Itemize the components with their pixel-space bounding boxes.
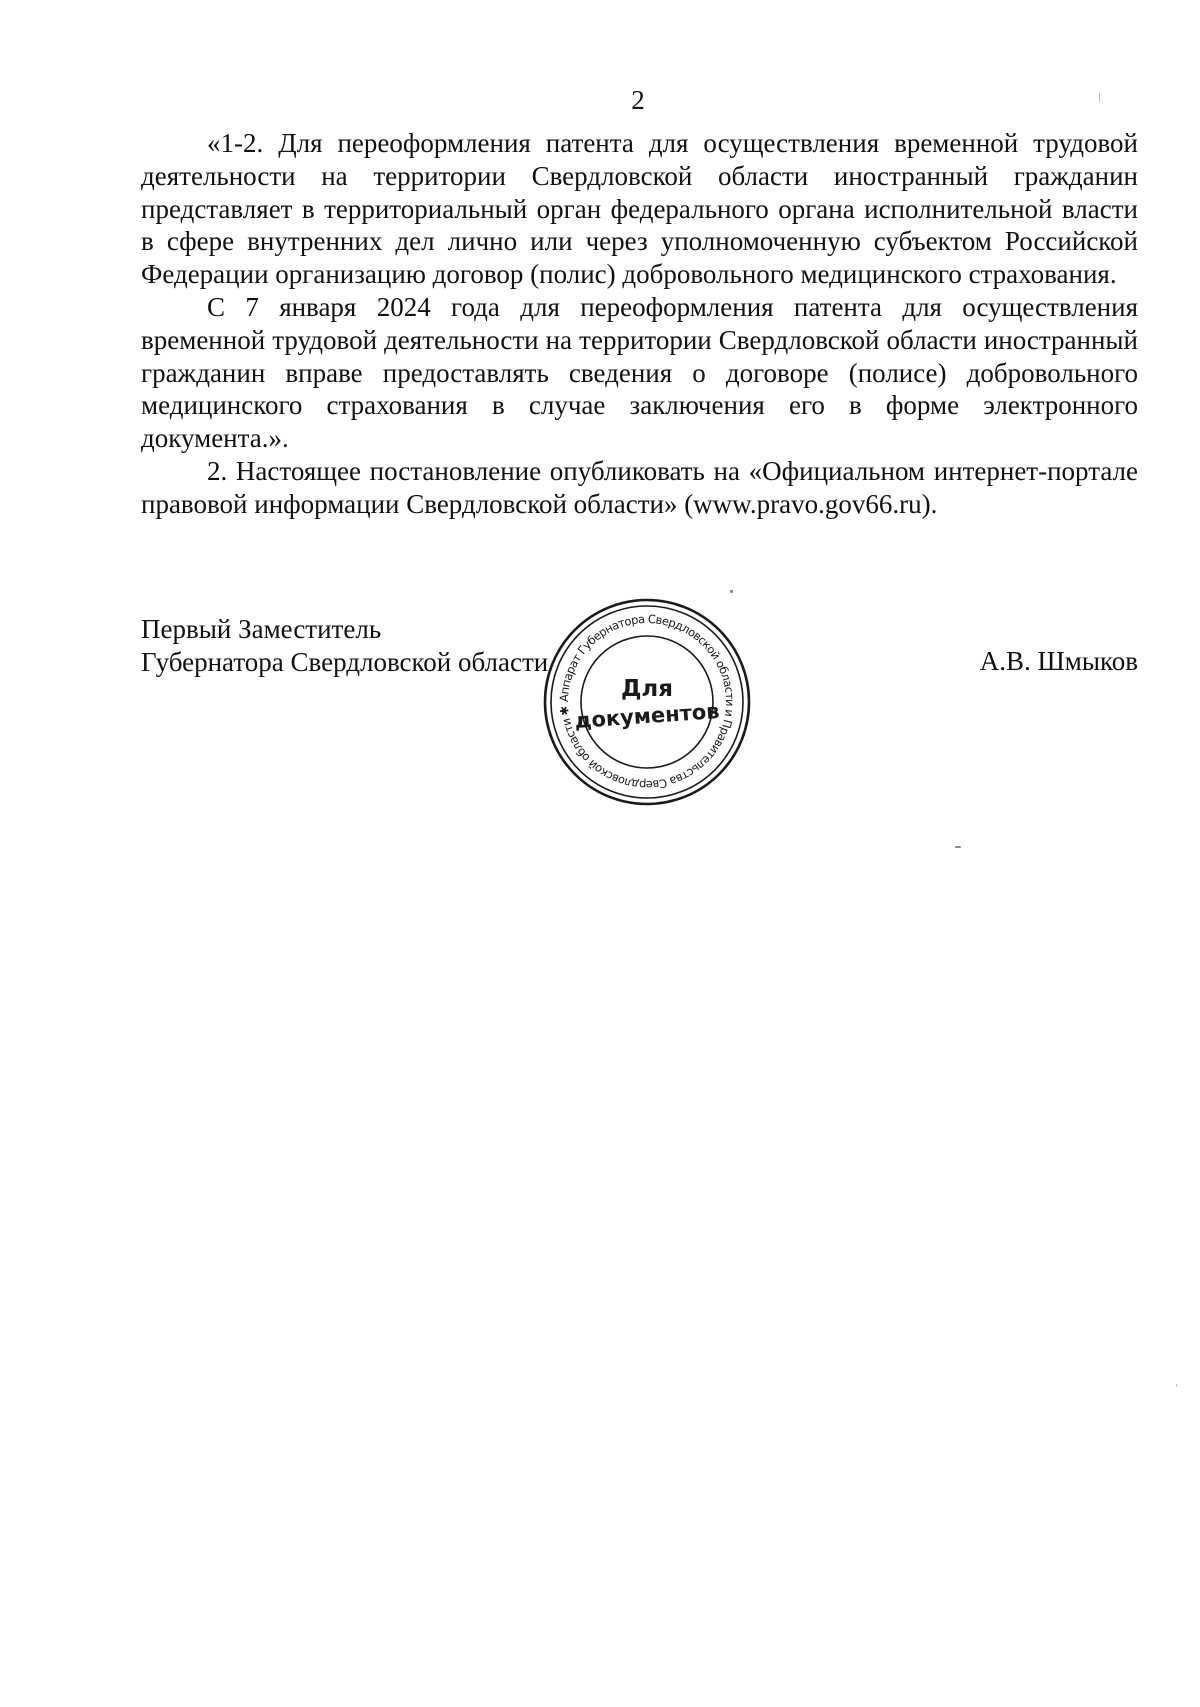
page-number: 2 [631, 85, 645, 115]
document-body [141, 127, 1138, 521]
signatory-position-line-1: Первый Заместитель [141, 614, 382, 644]
signatory-name: А.В. Шмыков [979, 646, 1138, 676]
seal-ring-text: Аппарат Губернатора Свердловской области и Правительства Свердловской области ✱ [556, 611, 738, 793]
paragraph-3: 2. Настоящее постановление опубликовать на «Официальном интернет-портале правовой информации Свердловской области» (www.pravo.gov66.ru). [141, 455, 1138, 519]
scan-speck [730, 590, 733, 593]
scan-speck [955, 846, 961, 848]
paragraph-1: «1-2. Для переоформления патента для осуществления временной трудовой деятельности на территории Свердловской области иностранный гражданин представляет в территориальный орган федерального органа исполнительной власти в сфере внутренних дел лично или через уполномоченную субъектом Российской Федерации организацию договор (полис) добровольного медицинского страхования. [141, 128, 1138, 290]
seal-center-line-2: документов [573, 698, 721, 734]
scan-speck [1176, 1384, 1177, 1387]
signatory-position-line-2: Губернатора Свердловской области [141, 646, 549, 677]
official-seal [541, 596, 753, 808]
signatory-position [141, 613, 548, 679]
paragraph-2: С 7 января 2024 года для переоформления патента для осуществления временной трудовой деятельности на территории Свердловской области иностранный гражданин вправе предоставлять сведения о договоре (полисе) добровольного медицинского страхования в случае заключения его в форме электронного документа.». [141, 291, 1138, 454]
seal-center-line-1: Для [620, 676, 674, 702]
scan-speck [1099, 93, 1100, 102]
